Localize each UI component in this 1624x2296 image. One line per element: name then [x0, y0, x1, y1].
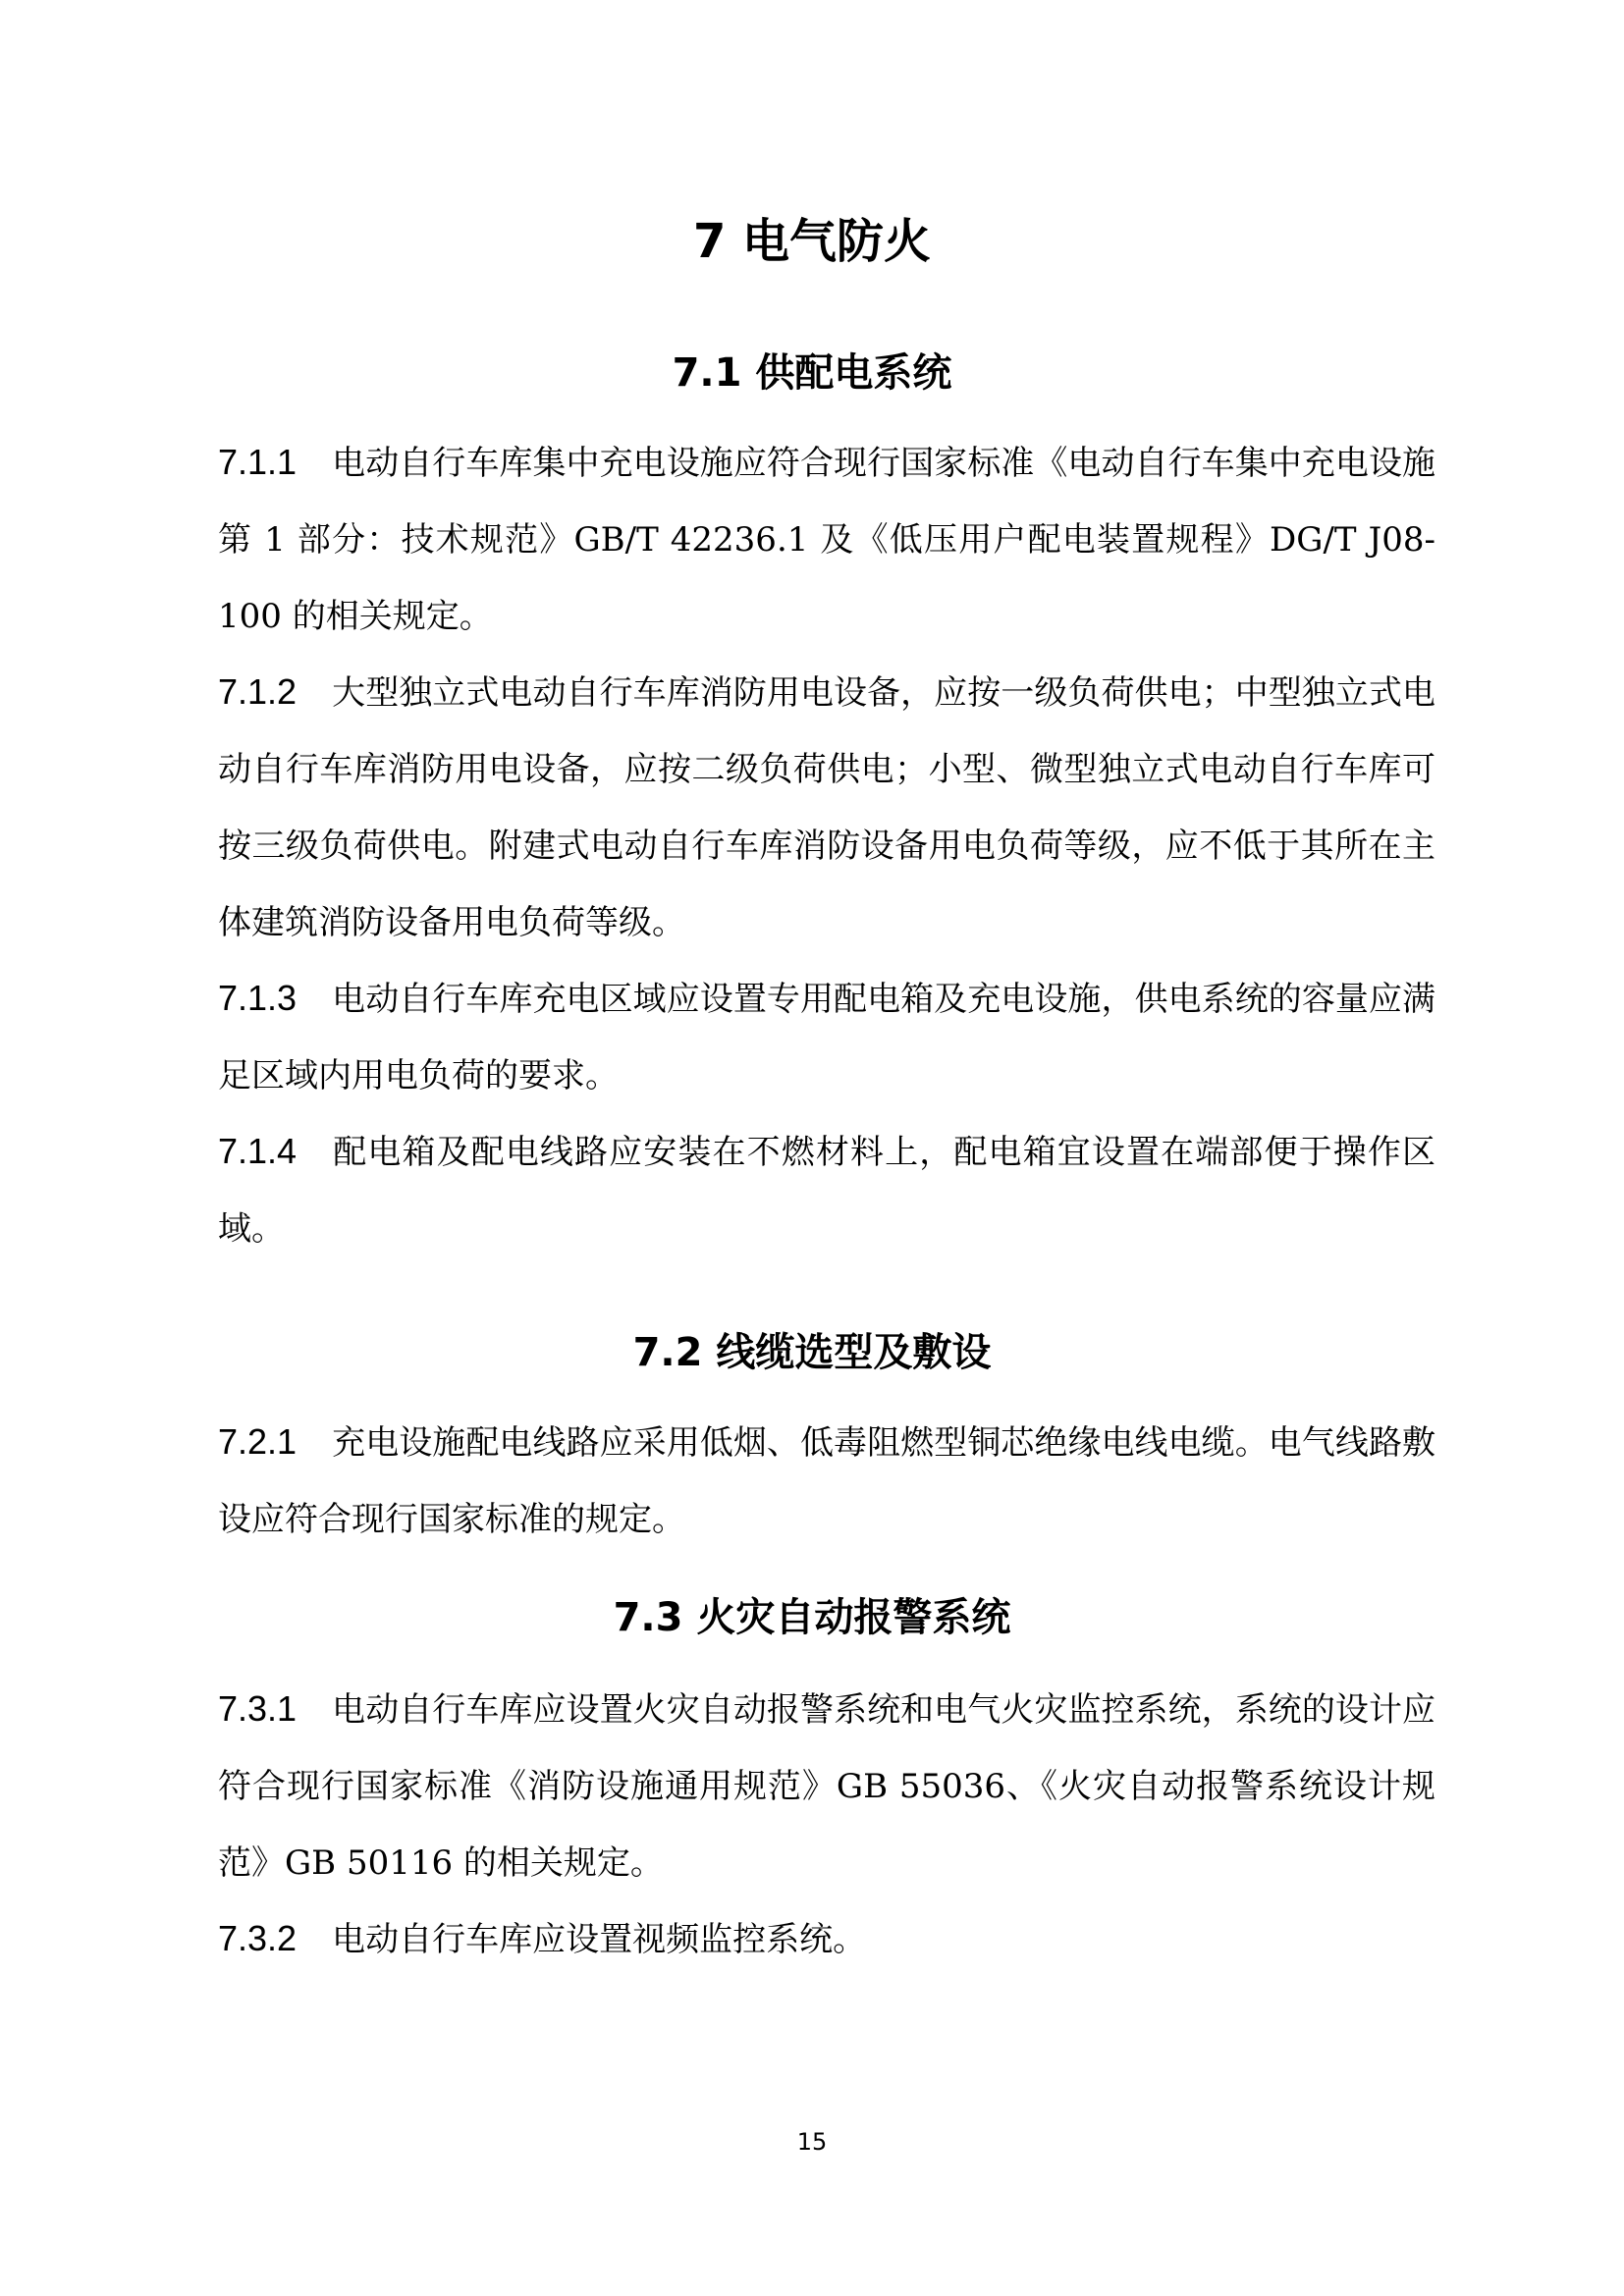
clause-7-1-1	[218, 424, 1435, 655]
clause-7-1-3	[218, 960, 1435, 1114]
clause-number: 7.3.1	[218, 1688, 298, 1729]
clause-number: 7.1.2	[218, 671, 298, 712]
clause-number: 7.1.1	[218, 442, 298, 482]
clause-text: 配电箱及配电线路应安装在不燃材料上，配电箱宜设置在端部便于操作区域。	[218, 1133, 1435, 1249]
section-title-7-2: 7.2 线缆选型及敷设	[632, 1330, 992, 1375]
clause-7-2-1	[218, 1404, 1435, 1558]
clause-7-1-2	[218, 654, 1435, 961]
clause-7-3-1	[218, 1671, 1435, 1901]
section-title-7-1: 7.1 供配电系统	[672, 350, 952, 396]
clause-text: 充电设施配电线路应采用低烟、低毒阻燃型铜芯绝缘电线电缆。电气线路敷设应符合现行国家标准的规定。	[218, 1423, 1435, 1539]
section-title-7-3: 7.3 火灾自动报警系统	[613, 1595, 1011, 1640]
clause-text: 大型独立式电动自行车库消防用电设备，应按一级负荷供电；中型独立式电动自行车库消防用电设备，应按二级负荷供电；小型、微型独立式电动自行车库可按三级负荷供电。附建式电动自行车库消防设备用电负荷等级，应不低于其所在主体建筑消防设备用电负荷等级。	[218, 673, 1435, 942]
clause-text: 电动自行车库集中充电设施应符合现行国家标准《电动自行车集中充电设施第 1 部分：技术规范》GB/T 42236.1 及《低压用户配电装置规程》DG/T J08-100 的相关规定。	[218, 444, 1435, 636]
chapter-title: 7 电气防火	[692, 214, 932, 269]
clause-7-3-2	[218, 1900, 1435, 1978]
page-number: 15	[796, 2128, 828, 2156]
clause-number: 7.1.3	[218, 978, 298, 1018]
clause-7-1-4	[218, 1113, 1435, 1267]
clause-text: 电动自行车库应设置视频监控系统。	[332, 1920, 867, 1959]
clause-text: 电动自行车库充电区域应设置专用配电箱及充电设施，供电系统的容量应满足区域内用电负荷的要求。	[218, 980, 1435, 1095]
clause-number: 7.3.2	[218, 1918, 298, 1958]
clause-number: 7.2.1	[218, 1421, 298, 1462]
clause-number: 7.1.4	[218, 1131, 298, 1171]
clause-text: 电动自行车库应设置火灾自动报警系统和电气火灾监控系统，系统的设计应符合现行国家标准《消防设施通用规范》GB 55036、《火灾自动报警系统设计规范》GB 50116 的相关规定。	[218, 1690, 1435, 1883]
